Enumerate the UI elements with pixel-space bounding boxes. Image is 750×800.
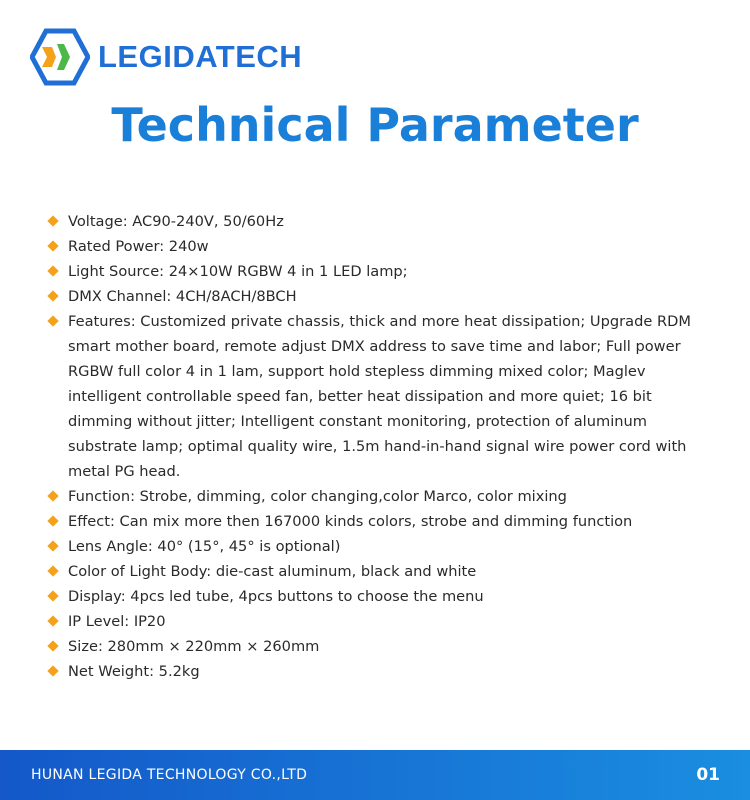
footer-bar (0, 750, 750, 800)
diamond-bullet-icon (47, 290, 58, 301)
param-text: DMX Channel: 4CH/8ACH/8BCH (68, 288, 297, 305)
param-item (47, 559, 712, 584)
param-item (47, 634, 712, 659)
page-number: 01 (696, 765, 720, 785)
param-item (47, 284, 712, 309)
param-item (47, 659, 712, 684)
page-title: Technical Parameter (111, 98, 639, 152)
diamond-bullet-icon (47, 240, 58, 251)
diamond-bullet-icon (47, 215, 58, 226)
param-text: Rated Power: 240w (68, 238, 209, 255)
diamond-bullet-icon (47, 515, 58, 526)
param-item (47, 209, 712, 234)
diamond-bullet-icon (47, 590, 58, 601)
diamond-bullet-icon (47, 665, 58, 676)
param-text: Effect: Can mix more then 167000 kinds colors, strobe and dimming function (68, 513, 633, 530)
diamond-bullet-icon (47, 565, 58, 576)
param-item (47, 584, 712, 609)
diamond-bullet-icon (47, 315, 58, 326)
param-item (47, 534, 712, 559)
brand-name: LEGIDATECH (98, 39, 303, 74)
param-text: Color of Light Body: die-cast aluminum, black and white (68, 563, 477, 580)
legidatech-logo-icon (30, 28, 90, 86)
param-text: Light Source: 24×10W RGBW 4 in 1 LED lamp; (68, 263, 408, 280)
param-text: IP Level: IP20 (68, 613, 166, 630)
param-text: Features: Customized private chassis, thick and more heat dissipation; Upgrade RDM smart mother board, remote adjust DMX address to save time and labor; Full power RGBW full color 4 in 1 lam, support hold stepless dimming mixed color; Maglev intelligent controllable speed fan, better heat dissipation and more quiet; 16 bit dimming without jitter; Intelligent constant monitoring, protection of aluminum substrate lamp; optimal quality wire, 1.5m hand-in-hand signal wire power cord with metal PG head. (68, 313, 691, 480)
footer-company-name: HUNAN LEGIDA TECHNOLOGY CO.,LTD (31, 767, 308, 783)
diamond-bullet-icon (47, 490, 58, 501)
diamond-bullet-icon (47, 640, 58, 651)
param-item (47, 259, 712, 284)
param-item (47, 484, 712, 509)
param-text: Display: 4pcs led tube, 4pcs buttons to choose the menu (68, 588, 484, 605)
param-item (47, 309, 712, 484)
diamond-bullet-icon (47, 540, 58, 551)
param-item (47, 509, 712, 534)
diamond-bullet-icon (47, 615, 58, 626)
parameter-list (47, 209, 712, 684)
param-text: Net Weight: 5.2kg (68, 663, 200, 680)
param-text: Voltage: AC90-240V, 50/60Hz (68, 213, 284, 230)
param-text: Function: Strobe, dimming, color changing,color Marco, color mixing (68, 488, 567, 505)
diamond-bullet-icon (47, 265, 58, 276)
brand-logo (30, 28, 302, 86)
param-item (47, 609, 712, 634)
param-item (47, 234, 712, 259)
param-text: Lens Angle: 40° (15°, 45° is optional) (68, 538, 341, 555)
param-text: Size: 280mm × 220mm × 260mm (68, 638, 320, 655)
